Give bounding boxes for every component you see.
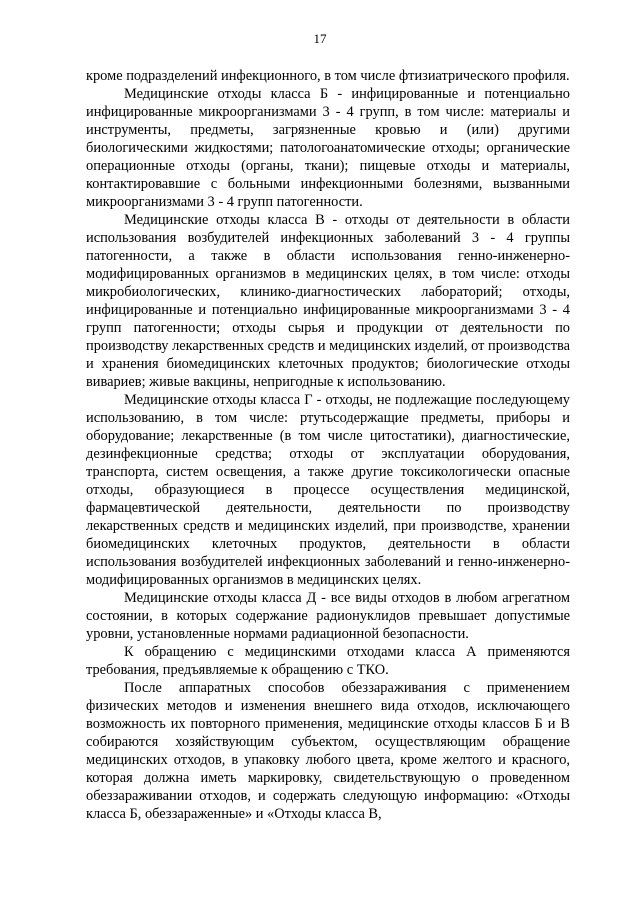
paragraph-profile-continuation: кроме подразделений инфекционного, в том числе фтизиатрического профиля. — [86, 68, 570, 84]
paragraph-disinfection: После аппаратных способов обеззараживания с применением физических методов и изменения внешнего вида отходов, исключающего возможность их повторного применения, медицинские отходы классов Б и В собираются хозяйствующим субъектом, осуществляющим обращение медицинских отходов, в упаковку любого цвета, кроме желтого и красного, которая должна иметь маркировку, свидетельствующую о проведенном обеззараживании отходов, и содержать следующую информацию: «Отходы класса Б, обеззараженные» и «Отходы класса В, — [86, 680, 570, 822]
paragraph-class-b: Медицинские отходы класса Б - инфицированные и потенциально инфицированные микроорганизмами 3 - 4 групп, в том числе: материалы и инструменты, предметы, загрязненные кровью и (или) другими биологическими жидкостями; патологоанатомические отходы; органические операционные отходы (органы, ткани); пищевые отходы и материалы, контактировавшие с больными инфекционными болезнями, вызванными микроорганизмами 3 - 4 групп патогенности. — [86, 86, 570, 210]
paragraph-class-g: Медицинские отходы класса Г - отходы, не подлежащие последующему использованию, в том числе: ртутьсодержащие предметы, приборы и оборудование; лекарственные (в том числе цитостатики), диагностические, дезинфекционные средства; отходы от эксплуатации оборудования, транспорта, систем освещения, а также другие токсикологически опасные отходы, образующиеся в процессе осуществления медицинской, фармацевтической деятельности, деятельности по производству лекарственных средств и медицинских изделий, при производстве, хранении биомедицинских клеточных продуктов, деятельности в области использования возбудителей инфекционных заболеваний и генно-инженерно-модифицированных организмов в медицинских целях. — [86, 392, 570, 588]
document-body — [86, 67, 570, 823]
paragraph-class-v: Медицинские отходы класса В - отходы от деятельности в области использования возбудителей инфекционных заболеваний 3 - 4 группы патогенности, а также в области использования генно-инженерно-модифицированных организмов в медицинских целях, в том числе: отходы микробиологических, клинико-диагностических лабораторий; отходы, инфицированные и потенциально инфицированные микроорганизмами 3 - 4 групп патогенности; отходы сырья и продукции от деятельности по производству лекарственных средств и медицинских изделий, от производства и хранения биомедицинских клеточных продуктов; биологические отходы вивариев; живые вакцины, непригодные к использованию. — [86, 212, 570, 390]
page-number: 17 — [313, 31, 327, 46]
paragraph-class-a-handling: К обращению с медицинскими отходами класса А применяются требования, предъявляемые к обращению с ТКО. — [86, 644, 570, 678]
paragraph-class-d: Медицинские отходы класса Д - все виды отходов в любом агрегатном состоянии, в которых содержание радионуклидов превышает допустимые уровни, установленные нормами радиационной безопасности. — [86, 590, 570, 642]
